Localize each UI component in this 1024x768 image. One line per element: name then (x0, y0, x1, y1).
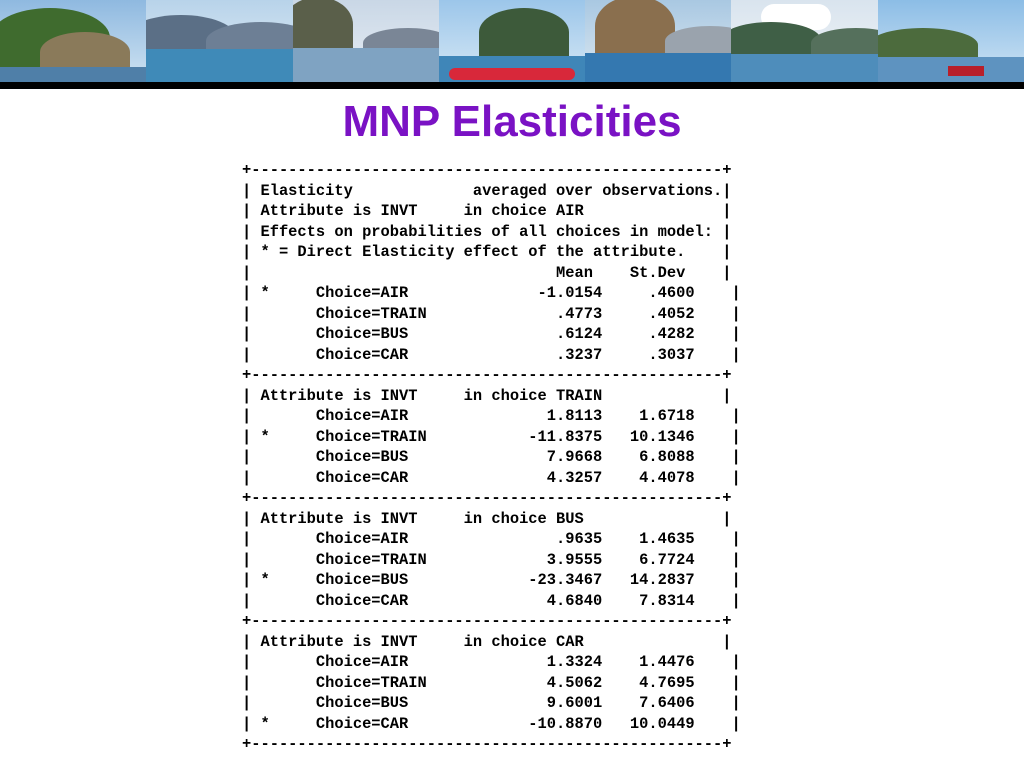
elasticity-output-table (242, 160, 741, 755)
mountain-bay-photo (585, 0, 731, 82)
lakeside-promenade-photo (293, 0, 439, 82)
banner-divider (0, 82, 1024, 89)
output-line: | Choice=CAR 4.6840 7.8314 | (242, 591, 741, 610)
output-line: | Choice=TRAIN .4773 .4052 | (242, 304, 741, 323)
output-line: | Choice=BUS .6124 .4282 | (242, 325, 741, 343)
output-line: +---------------------------------------------------+ (242, 612, 732, 630)
output-line: | Choice=BUS 7.9668 6.8088 | (242, 448, 741, 466)
output-line: | Mean St.Dev | (242, 263, 732, 282)
output-line: | * Choice=AIR -1.0154 .4600 | (242, 284, 741, 302)
cloudy-lake-photo (731, 0, 877, 82)
output-line: | Attribute is INVT in choice AIR | (242, 202, 732, 220)
output-line: | Choice=TRAIN 3.9555 6.7724 | (242, 550, 741, 569)
output-line: +---------------------------------------------------+ (242, 161, 732, 179)
output-line: | Effects on probabilities of all choices in model: | (242, 222, 732, 241)
output-line: | Attribute is INVT in choice TRAIN | (242, 386, 732, 405)
output-line: | Choice=BUS 9.6001 7.6406 | (242, 694, 741, 712)
slide-title: MNP Elasticities (342, 97, 682, 146)
output-line: | Choice=TRAIN 4.5062 4.7695 | (242, 673, 741, 692)
output-line: | * Choice=BUS -23.3467 14.2837 | (242, 571, 741, 589)
output-line: | Attribute is INVT in choice BUS | (242, 509, 732, 528)
output-line: | Choice=AIR 1.3324 1.4476 | (242, 653, 741, 671)
header-photo-banner (0, 0, 1024, 82)
lake-town-photo (146, 0, 292, 82)
output-line: | Elasticity averaged over observations.| (242, 181, 732, 200)
output-line: +---------------------------------------------------+ (242, 366, 732, 384)
output-line: | Choice=AIR .9635 1.4635 | (242, 530, 741, 548)
lakefront-bench-photo (878, 0, 1024, 82)
output-line: +---------------------------------------------------+ (242, 489, 732, 507)
output-line: | Choice=CAR .3237 .3037 | (242, 345, 741, 364)
output-line: | * Choice=CAR -10.8870 10.0449 | (242, 714, 741, 733)
output-line: | Choice=AIR 1.8113 1.6718 | (242, 407, 741, 425)
palm-garden-photo (439, 0, 585, 82)
hillside-village-photo (0, 0, 146, 82)
output-line: +---------------------------------------------------+ (242, 735, 732, 753)
output-line: | * = Direct Elasticity effect of the attribute. | (242, 243, 732, 261)
output-line: | Choice=CAR 4.3257 4.4078 | (242, 468, 741, 487)
output-line: | Attribute is INVT in choice CAR | (242, 632, 732, 651)
output-line: | * Choice=TRAIN -11.8375 10.1346 | (242, 427, 741, 446)
